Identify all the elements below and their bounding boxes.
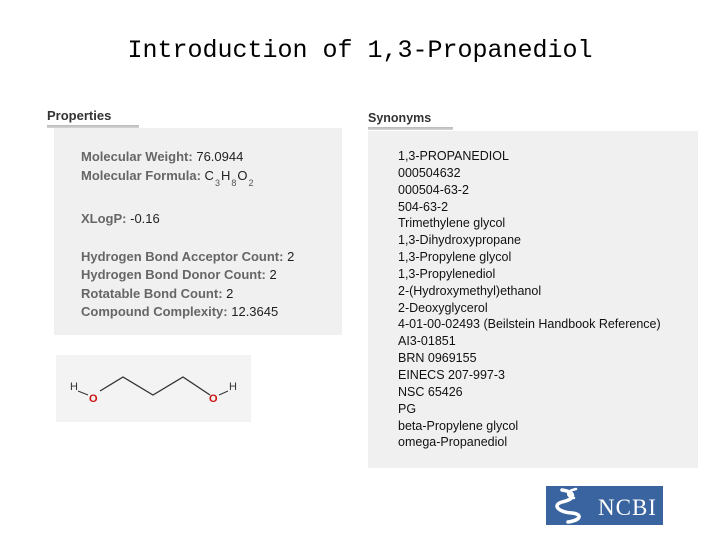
synonyms-heading: Synonyms <box>368 111 432 125</box>
molecular-weight-value: 76.0944 <box>196 149 244 164</box>
synonym-item: 2-(Hydroxymethyl)ethanol <box>398 283 542 298</box>
xlogp-value: -0.16 <box>130 211 160 226</box>
compound-complexity-value: 12.3645 <box>231 304 279 319</box>
synonym-item: EINECS 207-997-3 <box>398 367 506 382</box>
molecular-formula-value <box>204 168 255 188</box>
synonym-item: AI3-01851 <box>398 334 456 349</box>
synonym-item: 4-01-00-02493 (Beilstein Handbook Reference) <box>398 317 661 332</box>
synonym-item: 504-63-2 <box>398 199 449 214</box>
synonym-item: 000504632 <box>398 165 461 180</box>
formula-c-count: 3 <box>214 178 220 188</box>
rotatable-bond-value: 2 <box>226 286 234 301</box>
ncbi-logo-text: NCBI <box>598 495 657 520</box>
synonym-item: omega-Propanediol <box>398 435 508 450</box>
h-bond-donor-label: Hydrogen Bond Donor Count: <box>81 267 266 282</box>
formula-o: O <box>237 168 248 183</box>
left-hydrogen-label: H <box>70 381 78 393</box>
synonym-item: NSC 65426 <box>398 384 463 399</box>
xlogp <box>81 211 160 226</box>
structure-image <box>56 355 251 422</box>
right-oxygen-label: O <box>209 393 218 405</box>
slide-title: Introduction of 1,3-Propanediol <box>127 36 593 65</box>
synonym-item: 1,3-Dihydroxypropane <box>398 233 521 248</box>
carbon-chain-bonds <box>100 377 210 395</box>
ncbi-logo <box>546 486 663 525</box>
xlogp-label: XLogP: <box>81 211 127 226</box>
right-hydrogen-label: H <box>229 381 237 393</box>
structure-svg <box>56 355 251 422</box>
synonym-item: 1,3-PROPANEDIOL <box>398 149 509 163</box>
molecular-weight-label: Molecular Weight: <box>81 149 193 164</box>
left-oxygen-label: O <box>89 393 98 405</box>
synonym-item: BRN 0969155 <box>398 351 477 366</box>
bond-right-o-h <box>219 391 228 395</box>
molecular-formula <box>81 168 255 188</box>
compound-complexity <box>81 304 278 319</box>
molecular-weight <box>81 149 243 164</box>
molecular-formula-label: Molecular Formula: <box>81 168 201 183</box>
formula-h-count: 8 <box>231 178 237 188</box>
synonyms-heading-underline <box>368 127 453 130</box>
h-bond-donor-count <box>81 267 277 282</box>
dna-helix-icon <box>554 486 594 525</box>
synonym-item: 000504-63-2 <box>398 182 469 197</box>
compound-complexity-label: Compound Complexity: <box>81 304 228 319</box>
synonym-item: 1,3-Propylenediol <box>398 266 496 281</box>
synonym-item: 1,3-Propylene glycol <box>398 250 512 265</box>
synonyms-list <box>398 148 661 451</box>
rotatable-bond-label: Rotatable Bond Count: <box>81 286 223 301</box>
synonym-item: beta-Propylene glycol <box>398 418 519 433</box>
formula-h: H <box>220 168 231 183</box>
synonym-item: PG <box>398 401 417 416</box>
synonym-item: 2-Deoxyglycerol <box>398 300 488 315</box>
bond-left-o-h <box>78 391 88 395</box>
h-bond-donor-value: 2 <box>269 267 277 282</box>
synonym-item: Trimethylene glycol <box>398 216 506 231</box>
h-bond-acceptor-label: Hydrogen Bond Acceptor Count: <box>81 249 284 264</box>
h-bond-acceptor-value: 2 <box>287 249 295 264</box>
properties-heading: Properties <box>47 108 112 123</box>
formula-o-count: 2 <box>248 178 254 188</box>
formula-c: C <box>204 168 214 183</box>
rotatable-bond-count <box>81 286 233 301</box>
h-bond-acceptor-count <box>81 249 294 264</box>
